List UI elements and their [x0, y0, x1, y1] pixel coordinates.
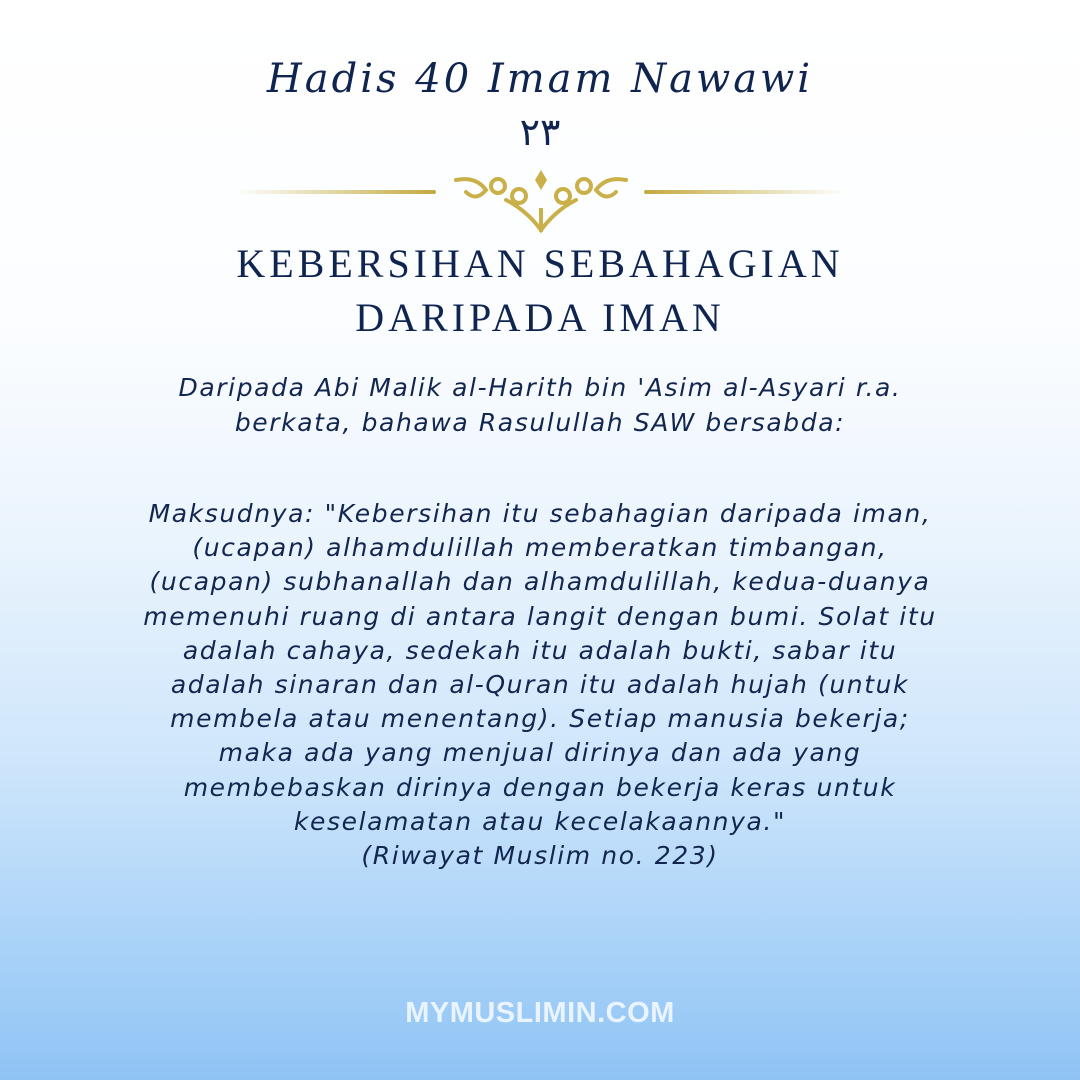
- intro-line: Daripada Abi Malik al-Harith bin 'Asim al-Asyari r.a.: [178, 373, 902, 402]
- source-citation: (Riwayat Muslim no. 223): [361, 841, 719, 871]
- gold-ornament-divider-icon: [236, 168, 846, 234]
- text-line: memenuhi ruang di antara langit dengan bumi. Solat itu: [143, 601, 937, 631]
- text-line: keselamatan atau kecelakaannya.": [293, 806, 787, 836]
- series-title: Hadis 40 Imam Nawawi: [266, 56, 814, 102]
- heading-line-1: KEBERSIHAN SEBAHAGIAN: [236, 241, 844, 286]
- text-line: (ucapan) subhanallah dan alhamdulillah, kedua-duanya: [149, 567, 931, 597]
- intro-line: berkata, bahawa Rasulullah SAW bersabda:: [234, 408, 846, 437]
- text-line: membebaskan dirinya dengan bekerja keras untuk: [183, 772, 897, 802]
- text-line: adalah cahaya, sedekah itu adalah bukti, sabar itu: [182, 635, 898, 665]
- heading-line-2: DARIPADA IMAN: [355, 295, 725, 340]
- hadith-text: [0, 497, 1080, 873]
- website-footer: MYMUSLIMIN.COM: [405, 997, 675, 1029]
- narrator-intro: [0, 370, 1080, 440]
- text-line: membela atau menentang). Setiap manusia bekerja;: [170, 704, 910, 734]
- text-line: maka ada yang menjual dirinya dan ada yang: [218, 738, 862, 768]
- hadith-number: ٢٣: [519, 110, 561, 154]
- text-line: adalah sinaran dan al-Quran itu adalah hujah (untuk: [170, 670, 910, 700]
- text-line: (ucapan) alhamdulillah memberatkan timbangan,: [192, 533, 888, 563]
- text-line: Maksudnya: "Kebersihan itu sebahagian daripada iman,: [148, 499, 932, 528]
